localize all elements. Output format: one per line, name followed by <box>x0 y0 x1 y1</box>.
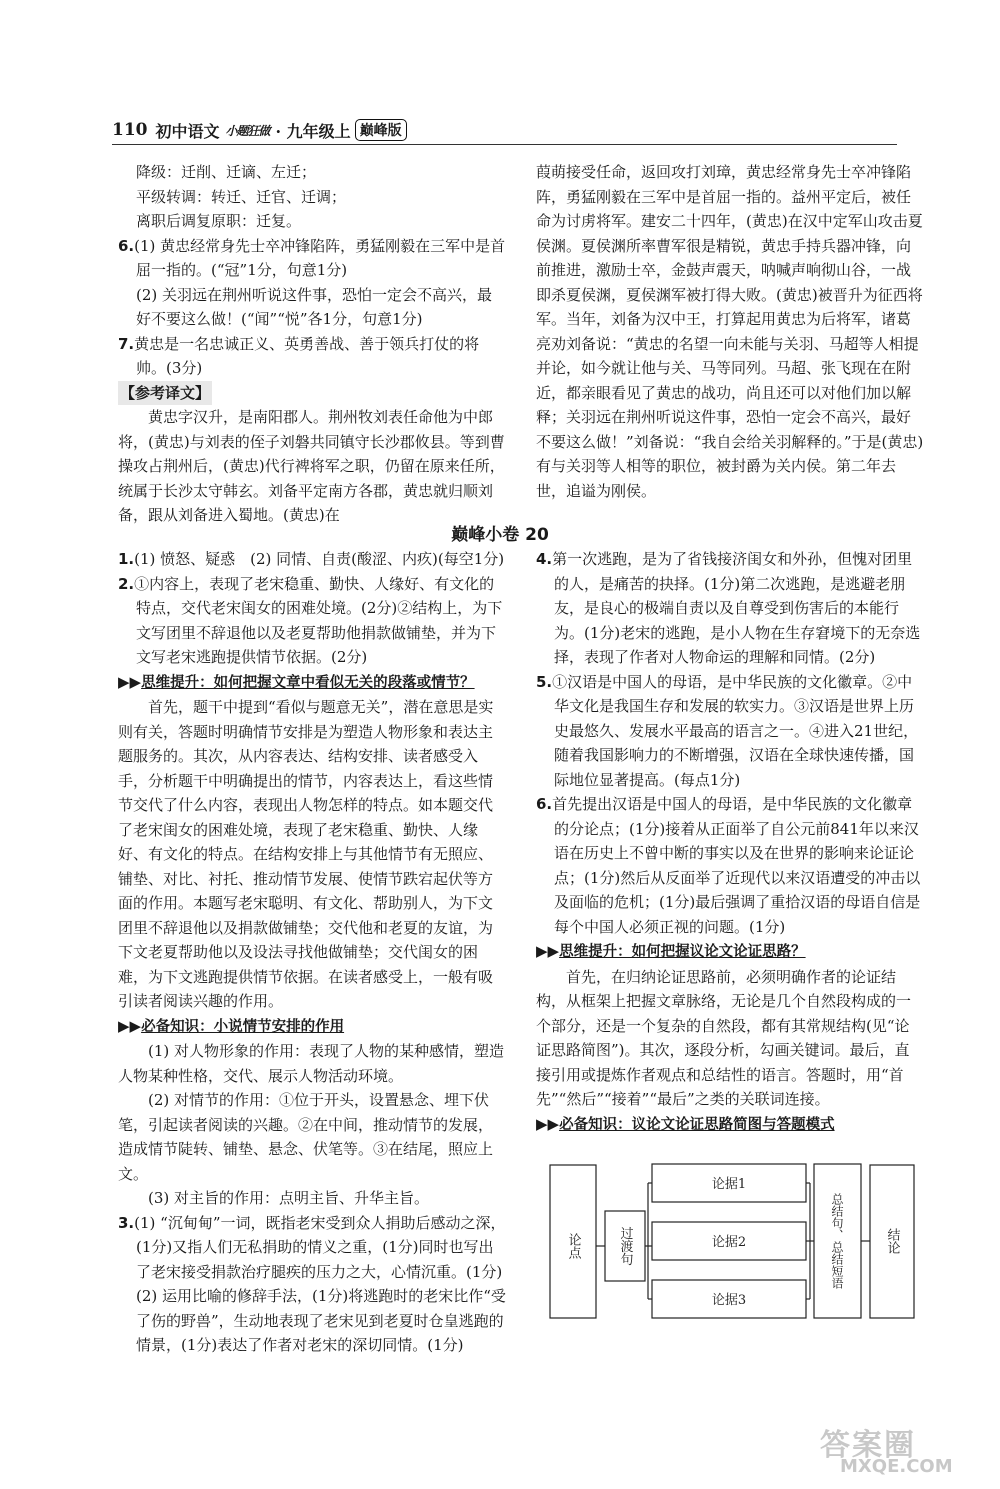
tip-thinking-1: ▶▶思维提升：如何把握文章中看似无关的段落或情节？ <box>118 672 475 691</box>
diagram-thesis: 论点 <box>565 1233 581 1259</box>
double-arrow-icon: ▶▶ <box>118 1016 142 1035</box>
tip-thinking-2-text: 首先，在归纳论证思路前，必须明确作者的论证结构，从框架上把握文章脉络，无论是几个自然段构成的一个部分，还是一个复杂的自然段，都有其常规结构(见“论证思路简图”)。其次，逐段分析，勾画关键词。最后，直接引用或提炼作者观点和总结性的语言。答题时，用“首先”“然后”“接着”“最后”之类的关联词连接。 <box>536 967 912 1108</box>
header-rule <box>112 144 897 145</box>
tip-knowledge-2: ▶▶必备知识：议论文论证思路简图与答题模式 <box>536 1114 835 1133</box>
edition-badge: 巅峰版 <box>355 119 407 141</box>
diagram-evidence2: 论据2 <box>711 1235 747 1250</box>
answer-7: 7.黄忠是一名忠诚正义、英勇善战、善于领兵打仗的将帅。(3分) <box>118 334 480 377</box>
answer-1: 1.(1) 愤怒、疑惑 (2) 同情、自责(酸涩、内疚)(每空1分) <box>118 550 505 568</box>
diagram-evidence3: 论据3 <box>711 1293 747 1308</box>
diagram-transition: 过渡句 <box>617 1226 633 1266</box>
right-column <box>536 547 924 1137</box>
double-arrow-icon: ▶▶ <box>536 942 560 960</box>
knowledge-1-a: (1) 对人物形象的作用：表现了人物的某种感情，塑造人物某种性格，交代、展示人物活动环境。 <box>118 1042 505 1085</box>
watermark-site: MXQE.COM <box>840 1456 953 1477</box>
argument-diagram <box>548 1161 916 1322</box>
answer-2: 2.①内容上，表现了老宋稳重、勤快、人缘好、有文化的特点，交代老宋闺女的困难处境。(2分)②结构上，为下文写团里不辞退他以及老夏帮助他捐款做铺垫，并为下文写老宋逃跑提供情节依据。(2分) <box>118 574 503 666</box>
answer-4: 4.第一次逃跑，是为了省钱接济闺女和外孙，但愧对团里的人，是痛苦的抉择。(1分)第二次逃跑，是逃避老朋友，是良心的极端自责以及自尊受到伤害后的本能行为。(1分)老宋的逃跑，是小人物在生存窘境下的无奈选择，表现了作者对人物命运的理解和同情。(2分) <box>536 550 921 666</box>
restore-line: 离职后调复原职：迁复。 <box>136 212 302 230</box>
knowledge-1-c: (3) 对主旨的作用：点明主旨、升华主旨。 <box>148 1189 430 1207</box>
section-title: 巅峰小卷 20 <box>451 525 549 545</box>
reference-translation-text: 黄忠字汉升，是南阳郡人。荆州牧刘表任命他为中郎将，(黄忠)与刘表的侄子刘磐共同镇守长沙郡攸县。等到曹操攻占荆州后，(黄忠)代行裨将军之职，仍留在原来任所，统属于长沙太守韩玄。刘备平定南方各郡，黄忠就归顺刘备，跟从刘备进入蜀地。(黄忠)在 <box>118 408 505 524</box>
tip-thinking-2: ▶▶思维提升：如何把握议论文论证思路？ <box>536 942 806 960</box>
answer-3-part2: (2) 运用比喻的修辞手法，(1分)将逃跑时的老宋比作“受了伤的野兽”，生动地表现了老宋见到老夏时仓皇逃跑的情景，(1分)表达了作者对老宋的深切同情。(1分) <box>136 1287 506 1354</box>
tip-thinking-1-text: 首先，题干中提到“看似与题意无关”，潜在意思是实则有关，答题时明确情节安排是为塑造人物形象和表达主题服务的。其次，从内容表达、结构安排、读者感受入手，分析题干中明确提出的情节，内容表达上，看这些情节交代了什么内容，表现出人物怎样的特点。如本题交代了老宋闺女的困难处境，表现了老宋稳重、勤快、人缘好、有文化的特点。在结构安排上与其他情节有无照应、铺垫、对比、衬托、推动情节发展、使情节跌宕起伏等方面的作用。本题写老宋聪明、有文化、帮助别人，为下文团里不辞退他以及捐款做铺垫；交代他和老夏的友谊，为下文老夏帮助他以及设法寻找他做铺垫；交代闺女的困难，为下文逃跑提供情节依据。在读者感受上，一般有吸引读者阅读兴趣的作用。 <box>118 698 494 1010</box>
page-number: 110 <box>112 120 148 140</box>
top-right-column <box>536 160 924 503</box>
double-arrow-icon: ▶▶ <box>536 1114 560 1133</box>
reference-translation-continued: 葭萌接受任命，返回攻打刘璋，黄忠经常身先士卒冲锋陷阵，勇猛刚毅在三军中是首屈一指的。益州平定后，被任命为讨虏将军。建安二十四年，(黄忠)在汉中定军山攻击夏侯渊。夏侯渊所率曹军很是精锐，黄忠手持兵器冲锋，向前推进，激励士卒，金鼓声震天，呐喊声响彻山谷，一战即杀夏侯渊，夏侯渊军被打得大败。(黄忠)被晋升为征西将军。当年，刘备为汉中王，打算起用黄忠为后将军，诸葛亮劝刘备说：“黄忠的名望一向未能与关羽、马超等人相提并论，如今就让他与关、马等同列。马超、张飞现在在附近，都亲眼看见了黄忠的战功，尚且还可以对他们加以解释；关羽远在荆州听说这件事，恐怕一定会不高兴，最好不要这么做！”刘备说：“我自会给关羽解释的。”于是(黄忠)有与关羽等人相等的职位，被封爵为关内侯。第二年去世，追谥为刚侯。 <box>536 163 924 500</box>
transfer-line: 平级转调：转迁、迁官、迁调； <box>136 187 347 206</box>
diagram-evidence1: 论据1 <box>711 1177 747 1192</box>
diagram-summary: 总结句、总结短语 <box>830 1193 844 1289</box>
top-left-column <box>118 160 506 528</box>
tip-knowledge-1: ▶▶必备知识：小说情节安排的作用 <box>118 1016 345 1035</box>
answer-3: 3.(1) “沉甸甸”一词，既指老宋受到众人捐助后感动之深，(1分)又指人们无私捐助的情义之重，(1分)同时也写出了老宋接受捐款治疗腿疾的压力之大，心情沉重。(1分) <box>118 1213 506 1281</box>
book-title: 初中语文 <box>155 121 220 141</box>
answer-6-part2: (2) 关羽远在荆州听说这件事，恐怕一定会不高兴，最好不要这么做！(“闻”“悦”各1分，句意1分) <box>136 285 493 328</box>
diagram-conclusion: 结论 <box>884 1228 900 1254</box>
reference-translation-title: 【参考译文】 <box>118 381 212 406</box>
demotion-line: 降级：迁削、迁谪、左迁； <box>136 163 317 181</box>
knowledge-1-b: (2) 对情节的作用：①位于开头，设置悬念、埋下伏笔，引起读者阅读的兴趣。②在中间，推动情节的发展，造成情节陡转、铺垫、悬念、伏笔等。③在结尾，照应上文。 <box>118 1091 494 1183</box>
double-arrow-icon: ▶▶ <box>118 672 142 691</box>
grade-label: · 九年级上 <box>275 121 351 141</box>
answer-6-b: 6.首先提出汉语是中国人的母语，是中华民族的文化徽章的分论点；(1分)接着从正面举了自公元前841年以来汉语在历史上不曾中断的事实以及在世界的影响来论证论点；(1分)然后从反面举了近现代以来汉语遭受的冲击以及面临的危机；(1分)最后强调了重拾汉语的母语自信是每个中国人必须正视的问题。(1分) <box>536 795 921 936</box>
page-header <box>112 117 407 143</box>
answer-6: 6.(1) 黄忠经常身先士卒冲锋陷阵，勇猛刚毅在三军中是首屈一指的。(“冠”1分，句意1分) <box>118 236 506 279</box>
answer-5: 5.①汉语是中国人的母语，是中华民族的文化徽章。②中华文化是我国生存和发展的软实力。③汉语是世界上历史最悠久、发展水平最高的语言之一。④进入21世纪，随着我国影响力的不断增强，汉语在全球快速传播，国际地位显著提高。(每点1分) <box>536 672 919 789</box>
left-column <box>118 547 506 1358</box>
brand-logo: 小题狂做 <box>225 123 270 138</box>
watermark-logo: 答案圈 <box>820 1428 916 1463</box>
